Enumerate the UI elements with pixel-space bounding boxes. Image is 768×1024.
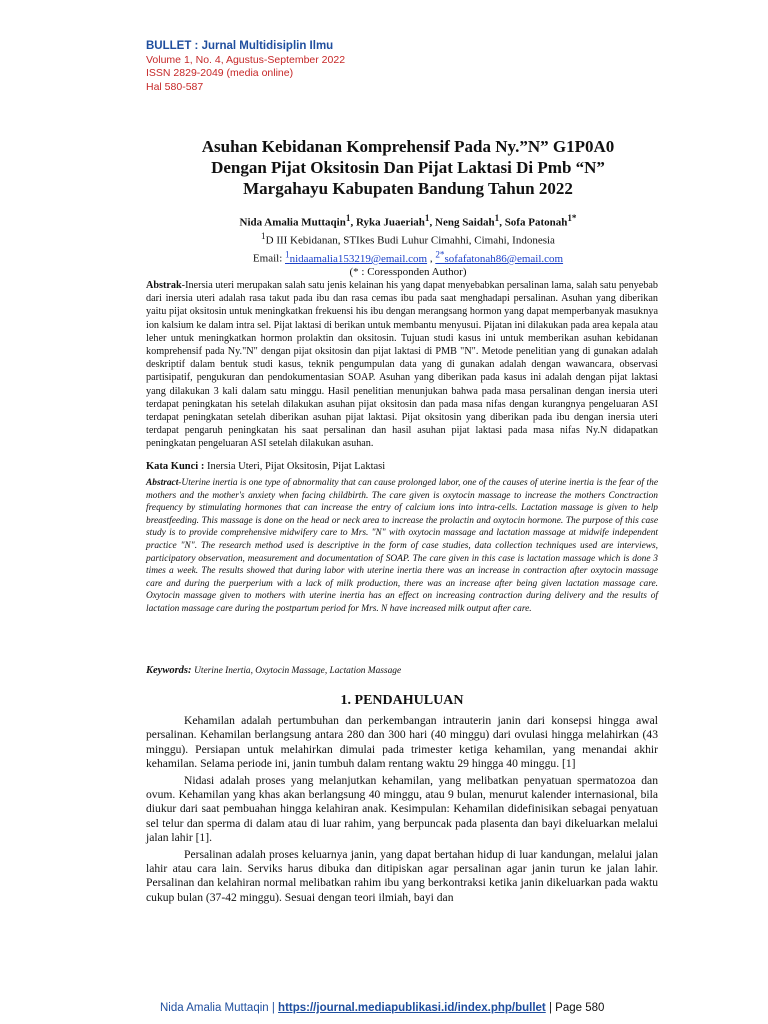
author-sup: 1* bbox=[567, 213, 577, 223]
abstract-text: -Uterine inertia is one type of abnormality that can cause prolonged labor, one of the causes of uterine inertia is the fear of the mothers and the mother's anxiety when facing childbirth. The care given is oxytocin massage to increase the mothers Conctraction frequency by stimulating hormones that can increase the entry of calcium ions into intra-cells. Lactation massage is given to help breastfeeding. This massage is done on the head or neck area to increase the prolactin and oxytocin hormone. The purpose of this case study is to provide comprehensive midwifery care to Mrs. "N" with oxytocin massage and lactation massage at midwife independent practice "N". The research method used is descriptive in the form of case studies, data collection techniques used are interviews, participatory observation, measurement and documentation of SOAP. The care given in this case is lactation massage which is done 3 times a week. The results showed that during labor with uterine inertia there was an increase in contraction after oxytocin massage care and during the puerperium with a lack of milk production, there was an increase after being given lactation massage care. Oxytocin massage given to mothers with uterine inertia has an effect on increasing contraction during delivery and the results of lactation massage care during the postpartum period for Mrs. N have increased milk output after care. bbox=[146, 478, 658, 614]
author-name: Sofa Patonah bbox=[504, 216, 568, 229]
paragraph: Persalinan adalah proses keluarnya janin, yang dapat bertahan hidup di luar kandungan, melalui jalan lahir atau cara lain. Serviks harus dibuka dan ditipiskan agar persalinan agar janin turun ke jalan lahir. Persalinan dan kelahiran normal melibatkan rahim ibu yang berkontraksi ketika janin dikeluarkan pada waktu cukup bulan (37-42 minggu). Sesuai dengan teori ilmiah, bayi dan bbox=[146, 847, 658, 904]
email-label: Email: bbox=[252, 252, 285, 265]
affiliation-sup: 1 bbox=[261, 231, 266, 242]
email-sup: 1 bbox=[285, 249, 290, 260]
keywords bbox=[146, 665, 401, 676]
abstract-label: Abstract bbox=[146, 478, 179, 488]
author-block bbox=[100, 212, 716, 280]
footer-journal-link[interactable]: https://journal.mediapublikasi.id/index.php/bullet bbox=[278, 1002, 546, 1014]
email-link-1[interactable] bbox=[285, 249, 428, 265]
correspondence-note: (* : Coressponden Author) bbox=[349, 266, 467, 279]
title-line-1: Asuhan Kebidanan Komprehensif Pada Ny.”N” G1P0A0 bbox=[201, 137, 615, 156]
journal-issn: ISSN 2829-2049 (media online) bbox=[146, 67, 294, 79]
abstract bbox=[146, 477, 658, 616]
email-text: sofafatonah86@email.com bbox=[444, 252, 564, 265]
email-text: nidaamalia153219@email.com bbox=[289, 252, 428, 265]
paragraph: Kehamilan adalah pertumbuhan dan perkembangan intrauterin janin dari konsepsi hingga awal persalinan. Kehamilan berlangsung antara 280 dan 300 hari (40 minggu) dari ovulasi hingga melahirkan (43 minggu). Persiapan untuk melahirkan dimulai pada trimester ketiga kehamilan, yang menandai akhir kehamilan. Selama periode ini, janin tumbuh dalam rentang waktu 29 hingga 40 minggu. [1] bbox=[146, 714, 658, 771]
affiliation bbox=[100, 230, 716, 248]
email-separator: , bbox=[427, 252, 436, 265]
journal-header bbox=[146, 40, 345, 94]
author-name: Neng Saidah bbox=[435, 216, 495, 229]
email-sup: 2* bbox=[435, 249, 445, 260]
keywords-text: Uterine Inertia, Oxytocin Massage, Lactation Massage bbox=[194, 666, 402, 676]
kata-kunci-text: Inersia Uteri, Pijat Oksitosin, Pijat Laktasi bbox=[206, 461, 386, 472]
email-link-2[interactable] bbox=[435, 249, 564, 265]
footer-page-number: | Page 580 bbox=[545, 1002, 605, 1014]
footer-author: Nida Amalia Muttaqin | bbox=[160, 1002, 279, 1014]
title-line-2: Dengan Pijat Oksitosin Dan Pijat Laktasi Di Pmb “N” bbox=[211, 158, 605, 177]
paper-title bbox=[100, 136, 716, 199]
kata-kunci bbox=[146, 461, 385, 472]
author-name: Nida Amalia Muttaqin bbox=[239, 216, 346, 229]
author-sup: 1 bbox=[424, 213, 430, 223]
author-sup: 1 bbox=[345, 213, 351, 223]
journal-pages: Hal 580-587 bbox=[146, 80, 204, 93]
abstrak bbox=[146, 279, 658, 451]
abstrak-label: Abstrak bbox=[146, 280, 182, 291]
author-sup: 1 bbox=[494, 213, 500, 223]
email-line bbox=[100, 248, 716, 266]
abstrak-text: -Inersia uteri merupakan salah satu jenis kelainan his yang dapat menyebabkan persalinan lama, salah satu penyebab dari inersia uteri adalah rasa takut pada ibu dan rasa cemas ibu pada saat menghadapi persalinan. Asuhan yang diberikan yaitu pijat oksitosin untuk meningkatkan frekuensi his ibu dengan merangsang hormon yang dapat memperbanyak masuknya ion kalsium ke dalam intra sel. Pijat laktasi di berikan untuk membantu menyusui. Pijatan ini dilakukan pada area kepala atau leher untuk meningkatkan hormon prolaktin dan oksitosin. Tujuan studi kasus ini untuk memberikan asuhan kebidanan komprehensif pada Ny."N" dengan pijat oksitosin dan pijat laktasi di PMB "N". Metode penelitian yang di gunakan adalah deskriptif dalam bentuk studi kasus, teknik pengumpulan data yang di gunakan adalah dengan wawancara, observasi partisipatif, pengukuran dan pendokumentasian SOAP. Asuhan yang diberikan pada kasus ini adalah dengan pijat laktasi yang dilakukan 3 kali dalam satu minggu. Hasil penelitian menunjukan bahwa pada masa persalinan dengan inersia uteri terdapat peningkatan his setelah dilakukan asuhan pijat oksitosin dan pada masa nifas dengan kurangnya pengeluaran ASI terdapat peningkatan setelah diberikan asuhan pijat laktasi. Pijat oksitosin yang diberikan pada ibu dengan inersia uteri terdapat pengaruh peningkatan his saat persalinan dan hasil asuhan pijat laktasi pada masa nifas Ny.N didapatkan peningkatan pengeluaran ASI setelah dilakukan asuhan. bbox=[146, 280, 658, 450]
author-name: Ryka Juaeriah bbox=[355, 216, 425, 229]
section-body bbox=[146, 714, 658, 907]
journal-volume: Volume 1, No. 4, Agustus-September 2022 bbox=[146, 53, 346, 66]
kata-kunci-label: Kata Kunci : bbox=[146, 461, 207, 472]
journal-name: BULLET : Jurnal Multidisiplin Ilmu bbox=[146, 40, 334, 52]
keywords-label: Keywords: bbox=[146, 665, 195, 676]
author-names: Nida Amalia Muttaqin$^1$, Ryka Juaeriah$^1$, Neng Saidah$^1$, Sofa Patonah$^{1*}$ bbox=[239, 213, 577, 229]
affiliation-text: D III Kebidanan, STIkes Budi Luhur Cimahhi, Cimahi, Indonesia bbox=[265, 234, 555, 247]
title-line-3: Margahayu Kabupaten Bandung Tahun 2022 bbox=[243, 179, 573, 198]
section-heading: 1. PENDAHULUAN bbox=[340, 693, 464, 708]
page-footer bbox=[160, 1002, 604, 1014]
paragraph: Nidasi adalah proses yang melanjutkan kehamilan, yang melibatkan penyatuan spermatozoa dan ovum. Kehamilan yang khas akan berlangsung 40 minggu, atau 9 bulan, menurut kalender internasional, bila diukur dari saat pembuahan hingga kelahiran anak. Kesimpulan: Kehamilan didefinisikan sebagai penyatuan sel telur dan sperma di dalam atau di luar rahim, yang berpuncak pada plasenta dan bayi dikeluarkan melalui jalan lahir [1]. bbox=[146, 773, 658, 845]
